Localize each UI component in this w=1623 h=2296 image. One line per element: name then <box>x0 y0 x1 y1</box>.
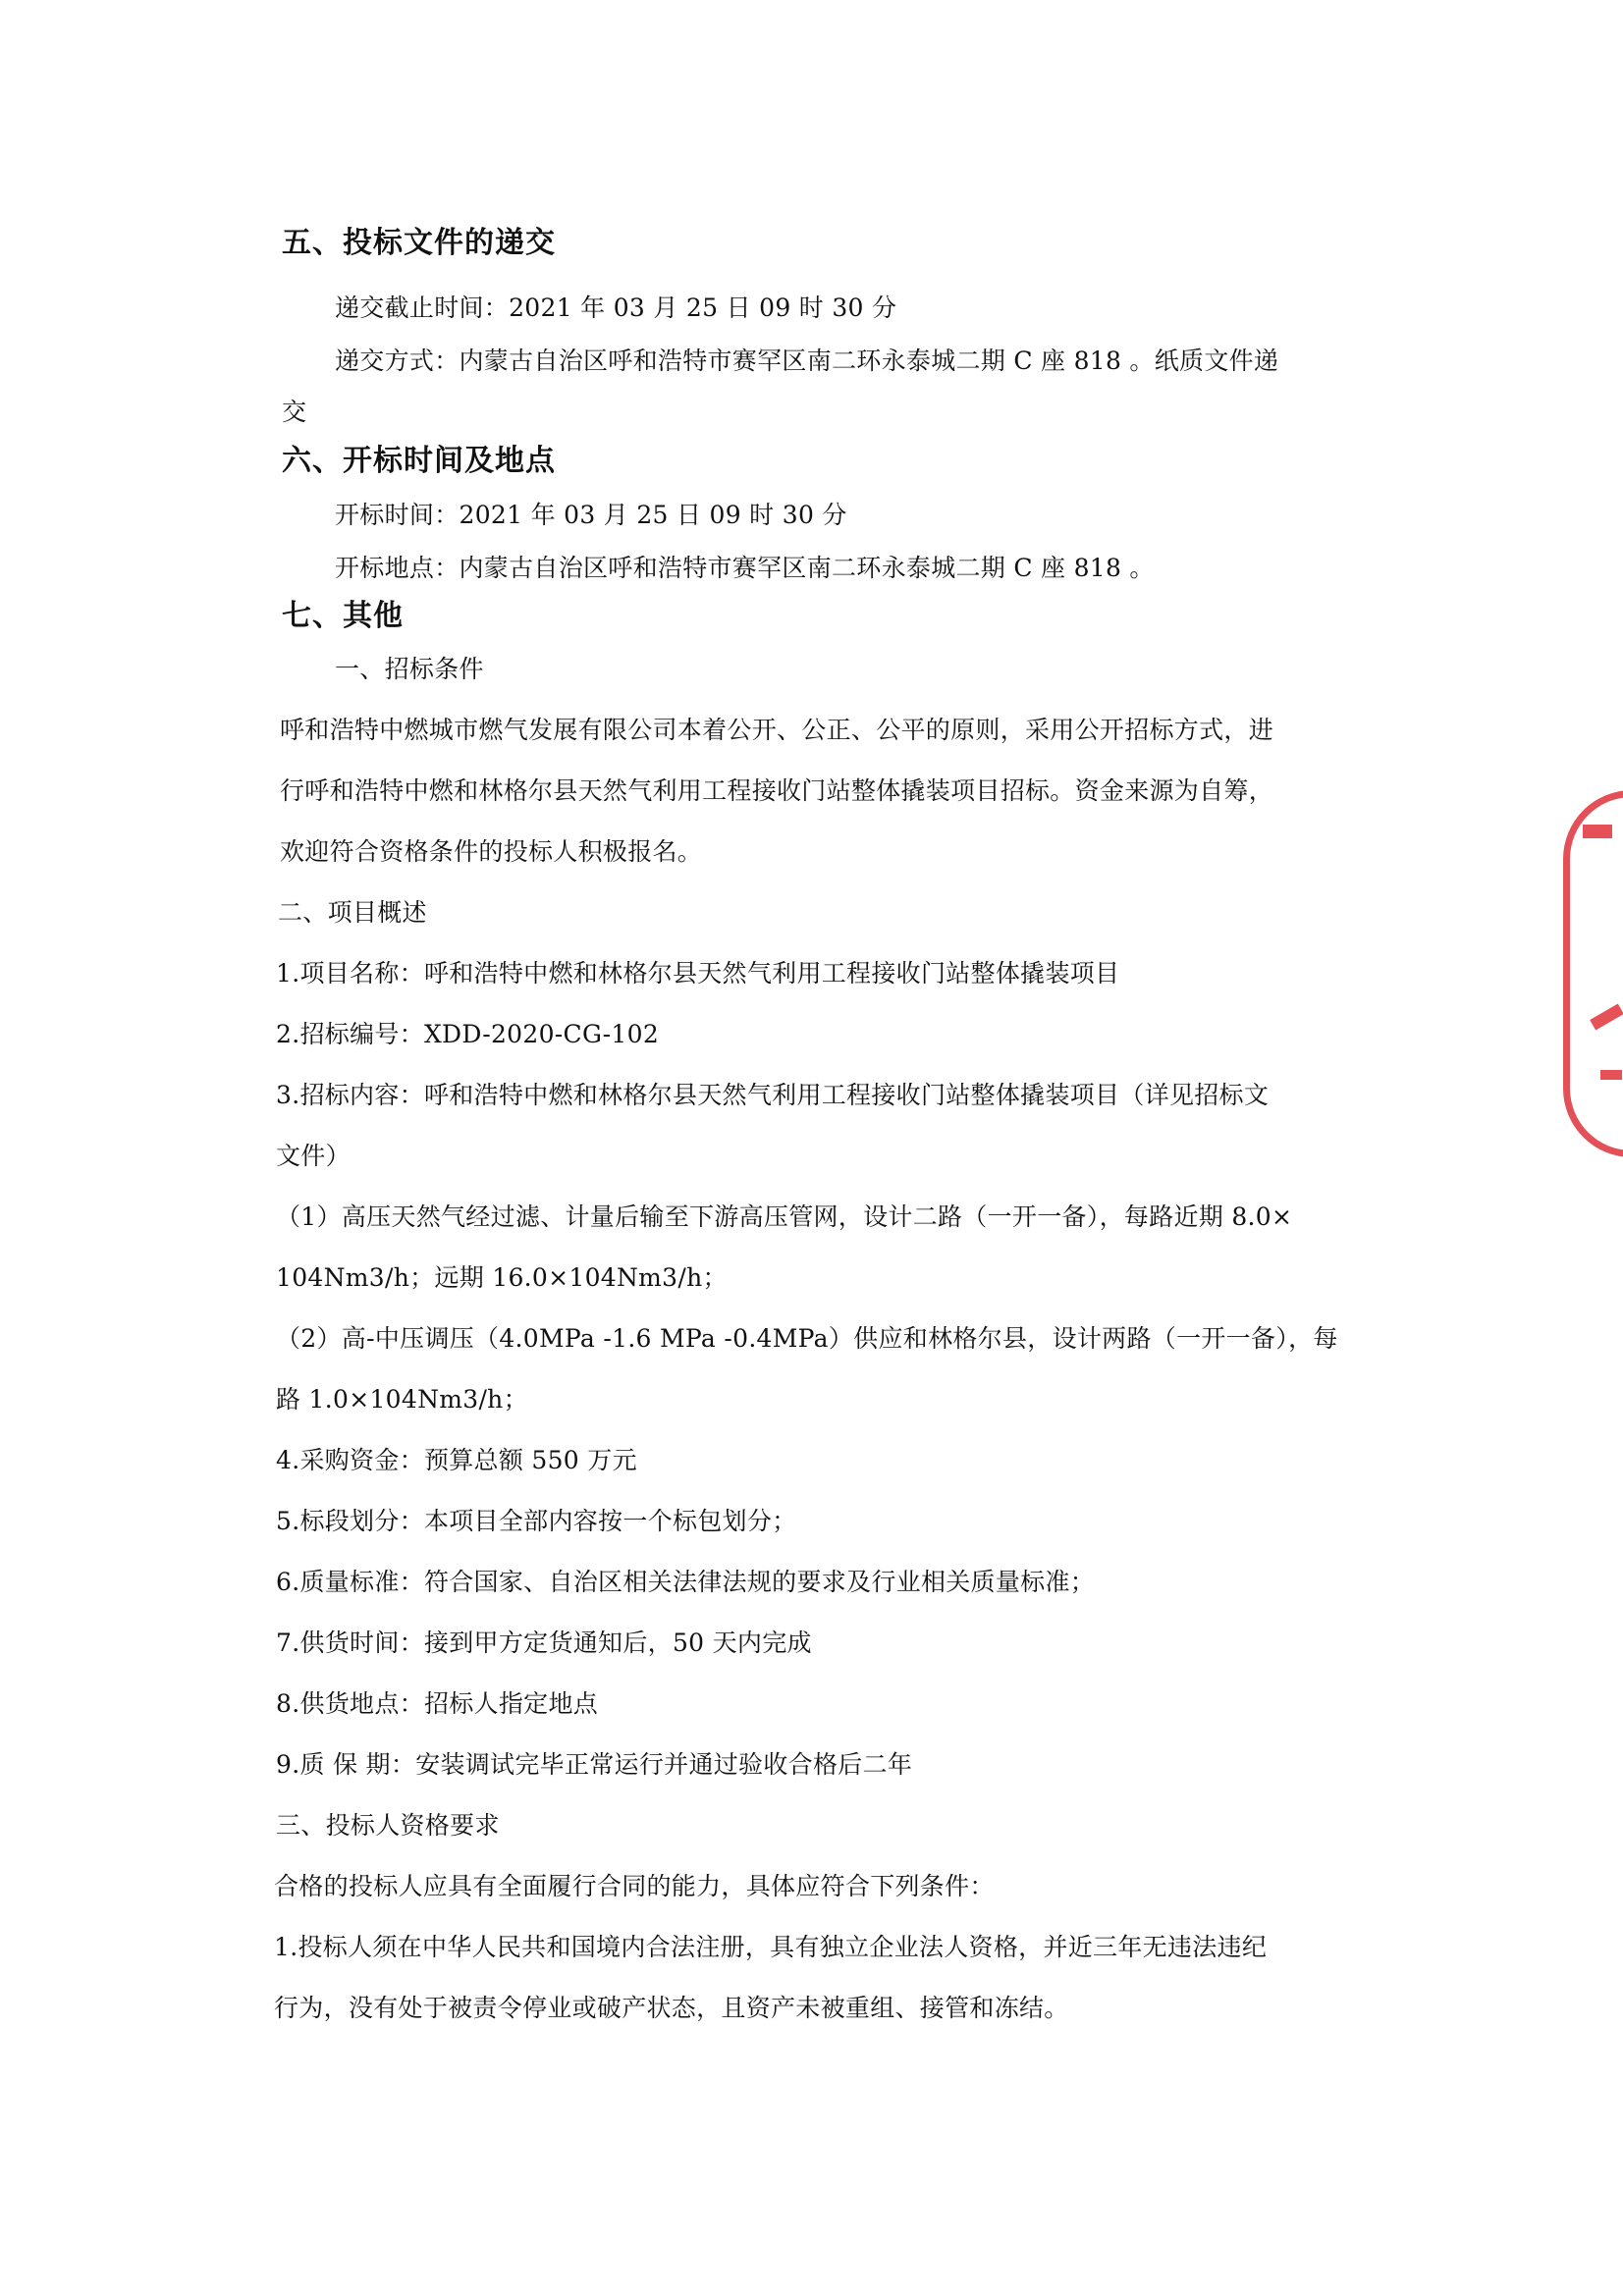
list-item: 3.招标内容：呼和浩特中燃和林格尔县天然气利用工程接收门站整体撬装项目（详见招标文 <box>276 1081 1270 1109</box>
section5-heading: 五、投标文件的递交 <box>282 226 556 260</box>
list-item: 2.招标编号：XDD-2020-CG-102 <box>276 1020 660 1048</box>
subsection-qualifications: 三、投标人资格要求 <box>276 1811 500 1840</box>
paragraph-line: 呼和浩特中燃城市燃气发展有限公司本着公开、公正、公平的原则，采用公开招标方式，进 <box>280 716 1274 744</box>
list-item: 8.供货地点：招标人指定地点 <box>276 1689 599 1718</box>
list-item: （1）高压天然气经过滤、计量后输至下游高压管网，设计二路（一开一备），每路近期 8.0× <box>276 1202 1293 1231</box>
section7-heading: 七、其他 <box>282 599 404 633</box>
list-item: （2）高-中压调压（4.0MPa -1.6 MPa -0.4MPa）供应和林格尔县，设计两路（一开一备），每 <box>276 1324 1338 1353</box>
paragraph-line: 合格的投标人应具有全面履行合同的能力，具体应符合下列条件： <box>274 1872 995 1900</box>
list-item: 6.质量标准：符合国家、自治区相关法律法规的要求及行业相关质量标准； <box>276 1568 1096 1596</box>
list-item: 行为，没有处于被责令停业或破产状态，且资产未被重组、接管和冻结。 <box>274 1994 1069 2022</box>
submission-method-line2: 交 <box>282 398 307 426</box>
list-item: 路 1.0×104Nm3/h； <box>276 1385 528 1414</box>
submission-method-line1: 递交方式：内蒙古自治区呼和浩特市赛罕区南二环永泰城二期 C 座 818 。纸质文件递 <box>335 347 1279 375</box>
list-item: 4.采购资金：预算总额 550 万元 <box>276 1446 637 1474</box>
seal-mark <box>1583 825 1612 838</box>
red-seal-stamp <box>1563 790 1623 1157</box>
list-item: 1.项目名称：呼和浩特中燃和林格尔县天然气利用工程接收门站整体撬装项目 <box>276 959 1120 988</box>
list-item: 文件） <box>276 1142 351 1170</box>
opening-time: 开标时间：2021 年 03 月 25 日 09 时 30 分 <box>335 501 847 529</box>
seal-mark <box>1600 1070 1622 1080</box>
list-item: 7.供货时间：接到甲方定货通知后，50 天内完成 <box>276 1629 812 1657</box>
subsection-tender-conditions: 一、招标条件 <box>335 655 484 683</box>
list-item: 5.标段划分：本项目全部内容按一个标包划分； <box>276 1507 797 1535</box>
list-item: 9.质 保 期：安装调试完毕正常运行并通过验收合格后二年 <box>276 1750 913 1779</box>
section6-heading: 六、开标时间及地点 <box>282 444 556 478</box>
opening-place: 开标地点：内蒙古自治区呼和浩特市赛罕区南二环永泰城二期 C 座 818 。 <box>335 554 1155 582</box>
list-item: 104Nm3/h；远期 16.0×104Nm3/h； <box>276 1263 728 1292</box>
subsection-project-overview: 二、项目概述 <box>278 898 427 927</box>
paragraph-line: 行呼和浩特中燃和林格尔县天然气利用工程接收门站整体撬装项目招标。资金来源为自筹， <box>280 776 1274 805</box>
paragraph-line: 欢迎符合资格条件的投标人积极报名。 <box>280 837 703 866</box>
list-item: 1.投标人须在中华人民共和国境内合法注册，具有独立企业法人资格，并近三年无违法违纪 <box>274 1933 1268 1961</box>
submission-deadline: 递交截止时间：2021 年 03 月 25 日 09 时 30 分 <box>335 294 897 322</box>
